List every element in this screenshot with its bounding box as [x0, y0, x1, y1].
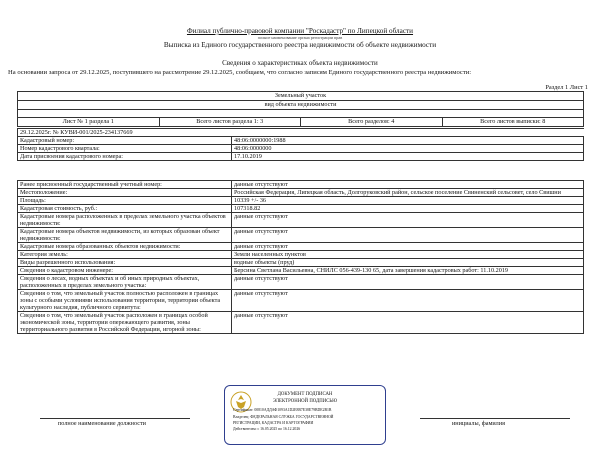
object-type: Земельный участок [18, 92, 584, 101]
row-value: данные отсутствуют [232, 243, 584, 251]
blank-row [18, 110, 584, 118]
stamp-owner-cont: РЕГИСТРАЦИИ, КАДАСТРА И КАРТОГРАФИИ [233, 421, 314, 425]
table-row [18, 228, 584, 243]
table-row [18, 251, 584, 259]
row-label: Сведения о лесах, водных объектах и об иных природных объектах, расположенных в пределах земельного участка: [18, 275, 232, 290]
row-value: Российская Федерация, Липецкая область, Долгоруковский район, сельское поселение Свиненский сельсовет, село Свишни [232, 189, 584, 197]
sheet-number: Лист № 1 раздела 1 [18, 118, 160, 127]
row-label: Сведения о том, что земельный участок расположен в границах особой экономической зоны, территории опережающего развития, зоны территориального развития в Российской Федерации, игорной зоны: [18, 312, 232, 334]
sheets-in-section: Всего листов раздела 1: 3 [159, 118, 301, 127]
row-value: 10339 +/- 36 [232, 197, 584, 205]
row-label: Кадастровые номера образованных объектов недвижимости: [18, 243, 232, 251]
name-line [420, 418, 570, 419]
table-row [18, 145, 584, 153]
row-label: Местоположение: [18, 189, 232, 197]
name-caption: инициалы, фамилия [452, 420, 505, 427]
section-label: Раздел 1 Лист 1 [545, 84, 588, 91]
electronic-signature-stamp [224, 385, 386, 445]
table-row [18, 213, 584, 228]
row-value: Земли населенных пунктов [232, 251, 584, 259]
row-label: Сведения о том, что земельный участок полностью расположен в границах зоны с особыми условиями использования территории, территории объекта культурного наследия, публичного сервитута: [18, 290, 232, 312]
row-value: 107318.82 [232, 205, 584, 213]
row-label: Кадастровый номер: [18, 137, 232, 145]
row-label: Категория земель: [18, 251, 232, 259]
table-row [18, 189, 584, 197]
row-value: Берсина Светлана Васильевна, СНИЛС 056-439-130 65, дата завершения кадастровых работ: 11.10.2019 [232, 267, 584, 275]
table-row [18, 312, 584, 334]
registry-table [17, 128, 584, 161]
quarter-number: 48:06:0000000 [232, 145, 584, 153]
row-value: водные объекты (пруд) [232, 259, 584, 267]
row-label: Кадастровые номера объектов недвижимости, из которых образован объект недвижимости: [18, 228, 232, 243]
object-info-table [17, 91, 584, 127]
sheets-total: Всего листов выписки: 8 [442, 118, 584, 127]
document-title: Выписка из Единого государственного реестра недвижимости об объекте недвижимости [163, 41, 437, 49]
table-row [18, 197, 584, 205]
table-row [18, 259, 584, 267]
row-value: данные отсутствуют [232, 213, 584, 228]
sections-total: Всего разделов: 4 [301, 118, 443, 127]
stamp-line-1: ДОКУМЕНТ ПОДПИСАН [277, 392, 333, 397]
row-label: Кадастровая стоимость, руб.: [18, 205, 232, 213]
row-label: Сведения о кадастровом инженере: [18, 267, 232, 275]
extract-date-number: 29.12.2025г. № КУВИ-001/2025-234137669 [18, 129, 584, 137]
request-basis: На основании запроса от 29.12.2025, поступившего на рассмотрение 29.12.2025, сообщаем, что согласно записям Единого государственного реестра недвижимости: [8, 69, 472, 76]
row-label: Виды разрешенного использования: [18, 259, 232, 267]
org-name: Филиал публично-правовой компании "Роскадастр" по Липецкой области [186, 27, 414, 35]
row-label: Номер кадастрового квартала: [18, 145, 232, 153]
row-value: данные отсутствуют [232, 275, 584, 290]
document-subtitle: Сведения о характеристиках объекта недвижимости [222, 59, 378, 67]
row-label: Ранее присвоенный государственный учетный номер: [18, 181, 232, 189]
org-name-caption: полное наименование органа регистрации прав [257, 35, 343, 40]
row-value: данные отсутствуют [232, 312, 584, 334]
table-row [18, 153, 584, 161]
object-type-caption: вид объекта недвижимости [18, 101, 584, 110]
assignment-date: 17.10.2019 [232, 153, 584, 161]
table-row [18, 267, 584, 275]
row-value: данные отсутствуют [232, 228, 584, 243]
row-label: Кадастровые номера расположенных в пределах земельного участка объектов недвижимости: [18, 213, 232, 228]
table-row [18, 181, 584, 189]
table-row [18, 137, 584, 145]
position-caption: полное наименование должности [58, 420, 146, 427]
stamp-validity: Действителен: с 16.05.2025 по 16.12.2026 [233, 427, 301, 431]
stamp-owner: Владелец: ФЕДЕРАЛЬНАЯ СЛУЖБА ГОСУДАРСТВЕННОЙ [233, 415, 334, 419]
details-table [17, 180, 584, 334]
stamp-line-2: ЭЛЕКТРОННОЙ ПОДПИСЬЮ [272, 399, 338, 404]
stamp-certificate: Сертификат: 00810АДДАФ1093A1D2E8B7E38E79BDE2B1B [233, 408, 332, 412]
table-row [18, 290, 584, 312]
position-line [40, 418, 190, 419]
table-row [18, 275, 584, 290]
table-row [18, 243, 584, 251]
row-value: данные отсутствуют [232, 181, 584, 189]
row-label: Площадь: [18, 197, 232, 205]
row-value: данные отсутствуют [232, 290, 584, 312]
row-label: Дата присвоения кадастрового номера: [18, 153, 232, 161]
cadastral-number: 48:06:0000000:1988 [232, 137, 584, 145]
table-row [18, 205, 584, 213]
